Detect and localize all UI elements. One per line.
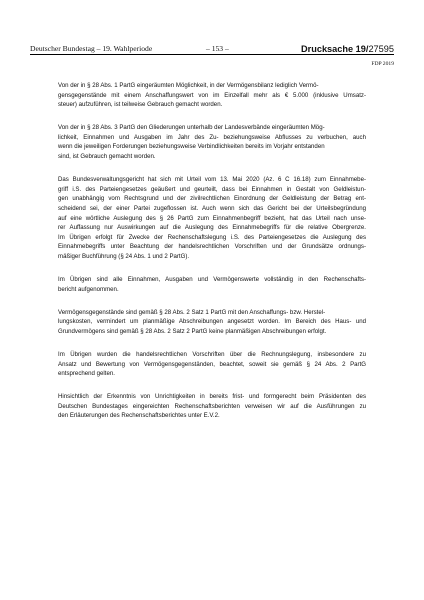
document-body	[58, 81, 366, 435]
text-line: lungskosten, vermindert um planmäßige Abschreibungen angesetzt worden. Im Bereich des Haus- und	[58, 318, 366, 326]
text-line: den Erläuterungen des Rechenschaftsberichtes unter E.V.2.	[58, 412, 220, 420]
text-line: bericht aufgenommen.	[58, 285, 119, 293]
text-line: gensgegenstände mit einem Anschaffungswert von im Einzelfall mehr als € 5.000 (inklusive Umsatz-	[58, 91, 366, 99]
paragraph-vermoegensbilanz	[58, 81, 366, 110]
drucksache-label: Drucksache 19/	[301, 44, 369, 54]
text-line: scheidend sei, der einer Partei zugeflossen ist. Auch wenn sich das Gericht bei der Urteilsbegründung	[58, 204, 366, 212]
text-line: wenn die jeweiligen Forderungen beziehungsweise Verbindlichkeiten bereits im Vorjahr entstanden	[58, 143, 325, 151]
text-line: Von der in § 28 Abs. 3 PartG den Gliederungen unterhalb der Landesverbände eingeräumten Mög-	[58, 124, 325, 132]
text-line: steuer) aufzuführen, ist teilweise Gebrauch gemacht worden.	[58, 101, 223, 109]
drucksache-number: 27595	[368, 44, 394, 54]
paragraph-unrichtigkeiten	[58, 392, 366, 421]
page-number: – 153 –	[206, 44, 229, 53]
text-line: entsprechend gelten.	[58, 370, 115, 378]
text-line: griff i.S. des Parteiengesetzes geäußert und geurteilt, dass bei Einnahmen in Gestalt von Geldleistun-	[58, 185, 366, 193]
paragraph-bewertung	[58, 308, 366, 337]
text-line: Vermögensgegenstände sind gemäß § 28 Abs. 2 Satz 1 PartG mit den Anschaffungs- bzw. Herstel-	[58, 308, 326, 316]
text-line: rer Auffassung nur Auswirkungen auf die Auslegung des Einnahmebegriffs für die relative Obergrenze.	[58, 224, 366, 232]
parliament-term: Deutscher Bundestag – 19. Wahlperiode	[30, 44, 153, 53]
text-line: gen unabhängig vom Rechtsgrund und der zivilrechtlichen Einordnung der Geldleistung der Betrag ent-	[58, 195, 366, 203]
text-line: Ansatz und Bewertung von Vermögensgegenständen, beachtet, soweit sie gemäß § 24 Abs. 2 PartG	[58, 360, 367, 368]
paragraph-handelsrecht	[58, 350, 366, 379]
text-line: auf eine wörtliche Auslegung des § 26 PartG zum Einnahmenbegriff bezieht, hat das Urteil nach unse-	[58, 214, 366, 222]
page-header	[30, 42, 394, 54]
text-line: Von der in § 28 Abs. 1 PartG eingeräumten Möglichkeit, in der Vermögensbilanz lediglich Vermö-	[58, 82, 319, 89]
text-line: Im Übrigen wurden die handelsrechtlichen Vorschriften über die Rechnungslegung, insbesondere zu	[58, 350, 366, 358]
party-tag: FDP 2019	[371, 61, 394, 67]
text-line: Im Übrigen erfolgt für Zwecke der Rechenschaftslegung i.S. des Parteiengesetzes die Auslegung des	[58, 233, 366, 241]
paragraph-bundesverwaltungsgericht	[58, 175, 366, 261]
text-line: Einnahmebegriffs unter Beachtung der handelsrechtlichen Vorschriften und der Grundsätze ordnungs-	[58, 243, 366, 251]
text-line: Grundvermögens sind gemäß § 28 Abs. 2 Satz 2 PartG keine planmäßigen Abschreibungen erfolgt.	[58, 327, 327, 335]
drucksache-id	[301, 44, 394, 54]
text-line: Deutschen Bundestages eingereichten Rechenschaftsberichten verweisen wir auf die Ausführungen zu	[58, 402, 366, 410]
text-line: Das Bundesverwaltungsgericht hat sich mit Urteil vom 13. Mai 2020 (Az. 6 C 16.18) zum Einnahmebe-	[58, 176, 366, 184]
text-line: lichkeit, Einnahmen und Ausgaben im Jahr des Zu- beziehungsweise Abflusses zu verbuchen, auch	[58, 133, 366, 141]
text-line: Im Übrigen sind alle Einnahmen, Ausgaben und Vermögenswerte vollständig in den Rechenschafts-	[58, 276, 366, 283]
text-line: sind, ist Gebrauch gemacht worden.	[58, 153, 156, 161]
text-line: Hinsichtlich der Erkenntnis von Unrichtigkeiten in bereits frist- und formgerecht beim Präsidenten des	[58, 393, 366, 401]
paragraph-vollstaendigkeit	[58, 275, 366, 294]
paragraph-gliederungen	[58, 123, 366, 161]
text-line: mäßiger Buchführung (§ 24 Abs. 1 und 2 PartG).	[58, 252, 190, 260]
header-divider	[30, 54, 394, 55]
